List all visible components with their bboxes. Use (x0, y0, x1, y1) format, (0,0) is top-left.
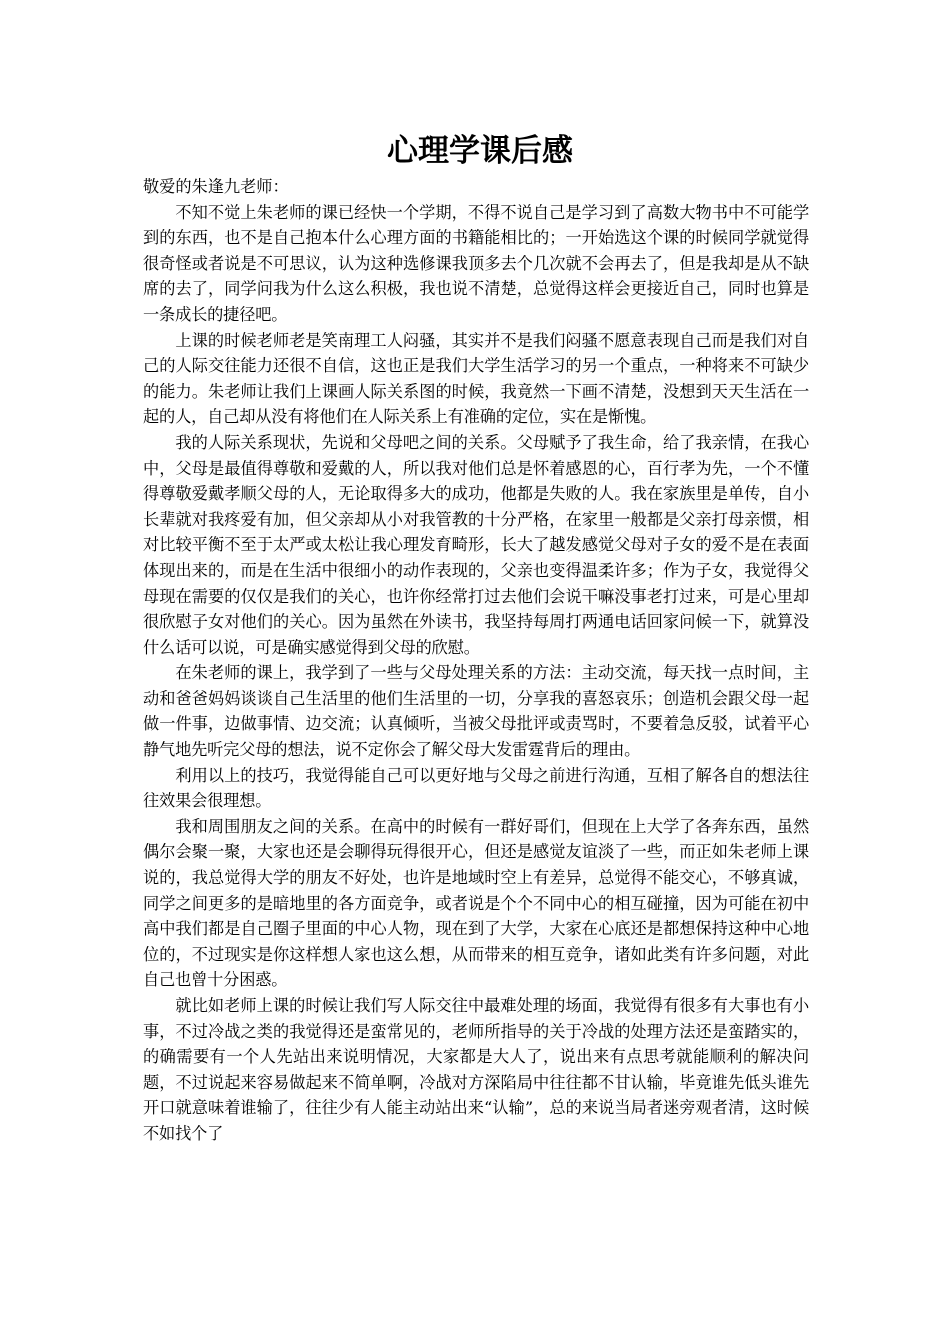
paragraph-1: 不知不觉上朱老师的课已经快一个学期，不得不说自己是学习到了高数大物书中不可能学到的东西，也不是自己抱本什么心理方面的书籍能相比的；一开始选这个课的时候同学就觉得很奇怪或者说是不可思议，认为这种选修课我顶多去个几次就不会再去了，但是我却是从不缺席的去了，同学问我为什么这么积极，我也说不清楚，总觉得这样会更接近自己，同时也算是一条成长的捷径吧。 (143, 202, 809, 324)
paragraph-2: 上课的时候老师老是笑南理工人闷骚，其实并不是我们闷骚不愿意表现自己而是我们对自己的人际交往能力还很不自信，这也正是我们大学生活学习的另一个重点，一种将来不可缺少的能力。朱老师让我们上课画人际关系图的时候，我竟然一下画不清楚，没想到天天生活在一起的人，自己却从没有将他们在人际关系上有准确的定位，实在是惭愧。 (143, 330, 809, 427)
paragraph-7: 就比如老师上课的时候让我们写人际交往中最难处理的场面，我觉得有很多有大事也有小事，不过冷战之类的我觉得还是蛮常见的，老师所指导的关于冷战的处理方法还是蛮踏实的，的确需要有一个人先站出来说明情况，大家都是大人了，说出来有点思考就能顺利的解决问题，不过说起来容易做起来不简单啊，冷战对方深陷局中往往都不甘认输，毕竟谁先低头谁先开口就意味着谁输了，往往少有人能主动站出来“认输”，总的来说当局者迷旁观者清，这时候不如找个了 (143, 996, 809, 1143)
document-title: 心理学课后感 (387, 133, 573, 169)
salutation: 敬爱的朱逢九老师： (143, 177, 289, 196)
document-page (143, 128, 809, 1147)
paragraph-6: 我和周围朋友之间的关系。在高中的时候有一群好哥们，但现在上大学了各奔东西，虽然偶尔会聚一聚，大家也还是会聊得玩得很开心，但还是感觉友谊淡了一些，而正如朱老师上课说的，我总觉得大学的朋友不好处，也许是地域时空上有差异，总觉得不能交心，不够真诚，同学之间更多的是暗地里的各方面竞争，或者说是个个不同中心的相互碰撞，因为可能在初中高中我们都是自己圈子里面的中心人物，现在到了大学，大家在心底还是都想保持这种中心地位的，不过现实是你这样想人家也这么想，从而带来的相互竞争，诸如此类有许多问题，对此自己也曾十分困惑。 (143, 816, 809, 990)
paragraph-5: 利用以上的技巧，我觉得能自己可以更好地与父母之前进行沟通，互相了解各自的想法往往效果会很理想。 (143, 765, 809, 811)
paragraph-4: 在朱老师的课上，我学到了一些与父母处理关系的方法：主动交流，每天找一点时间，主动和爸爸妈妈谈谈自己生活里的他们生活里的一切，分享我的喜怒哀乐；创造机会跟父母一起做一件事，边做事情、边交流；认真倾听，当被父母批评或责骂时，不要着急反驳，试着平心静气地先听完父母的想法，说不定你会了解父母大发雷霆背后的理由。 (143, 663, 809, 760)
paragraph-3: 我的人际关系现状，先说和父母吧之间的关系。父母赋予了我生命，给了我亲情，在我心中，父母是最值得尊敬和爱戴的人，所以我对他们总是怀着感恩的心，百行孝为先，一个不懂得尊敬爱戴孝顺父母的人，无论取得多大的成功，他都是失败的人。我在家族里是单传，自小长辈就对我疼爱有加，但父亲却从小对我管教的十分严格，在家里一般都是父亲打母亲惯，相对比较平衡不至于太严或太松让我心理发育畸形，长大了越发感觉父母对子女的爱不是在表面体现出来的，而是在生活中很细小的动作表现的，父亲也变得温柔许多；作为子女，我觉得父母现在需要的仅仅是我们的关心，也许你经常打过去他们会说干嘛没事老打过来，可是心里却很欣慰子女对他们的关心。因为虽然在外读书，我坚持每周打两通电话回家问候一下，就算没什么话可以说，可是确实感觉得到父母的欣慰。 (143, 432, 809, 657)
